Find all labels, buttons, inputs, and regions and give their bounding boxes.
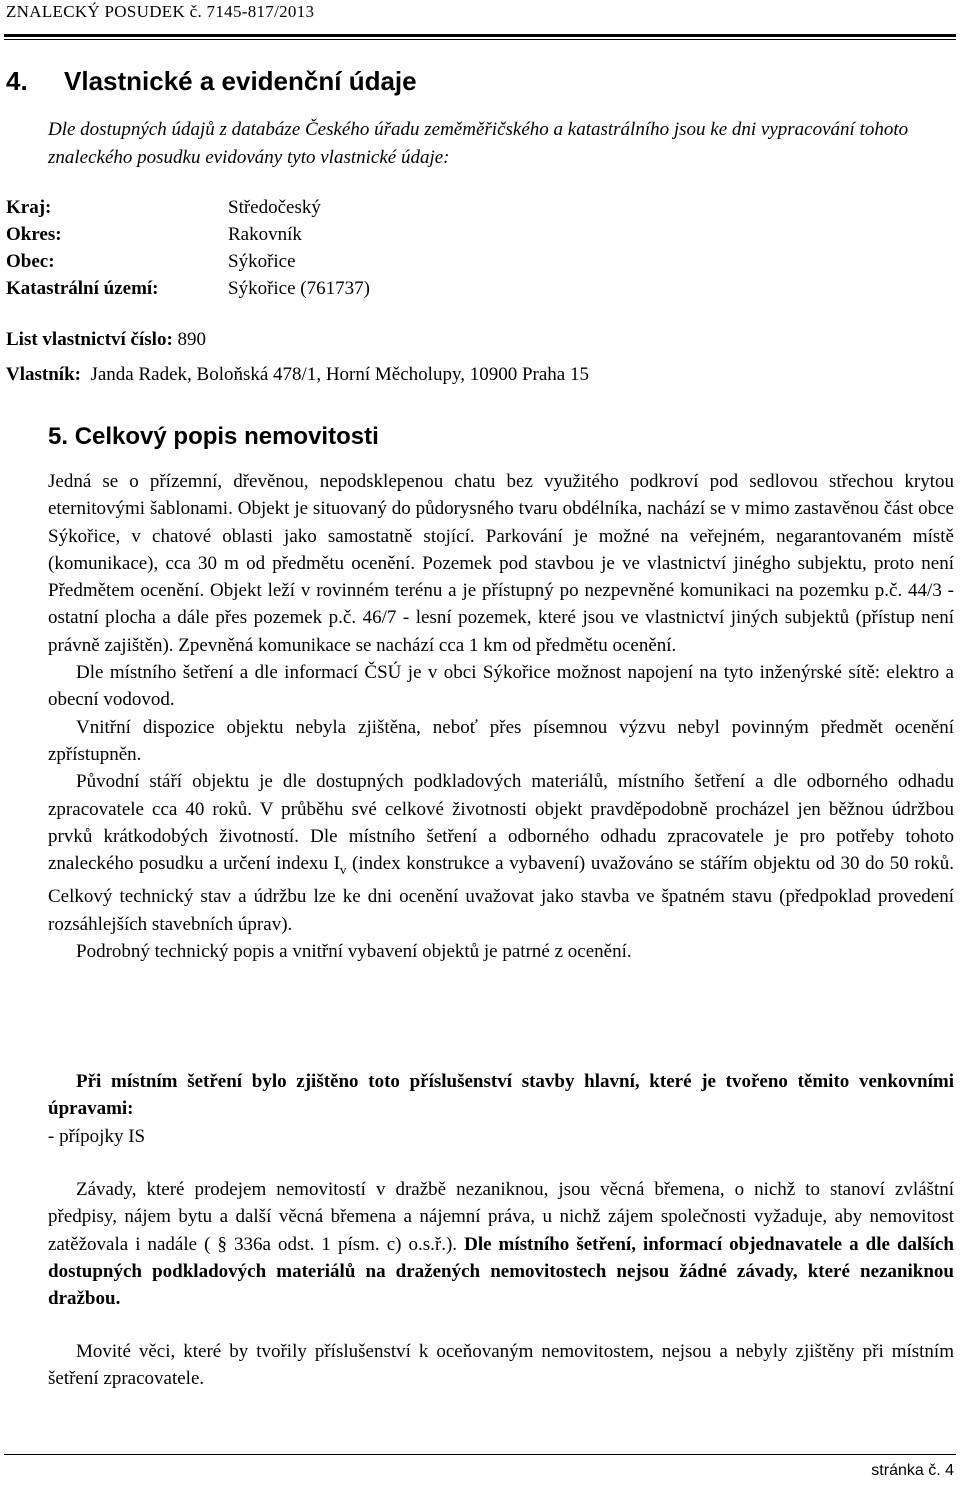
index-subscript: v <box>339 861 347 877</box>
page-number: stránka č. 4 <box>871 1462 954 1479</box>
document-header: ZNALECKÝ POSUDEK č. 7145-817/2013 <box>6 2 315 21</box>
section-4-number: 4. <box>6 66 28 96</box>
owner-label: Vlastník: <box>6 364 81 385</box>
paragraph: Movité věci, které by tvořily příslušenství k oceňovaným nemovitostem, nejsou a nebyly zjištěny při místním šetření zpracovatele. <box>48 1341 954 1390</box>
lv-label: List vlastnictví číslo: <box>6 329 173 350</box>
defects-block <box>48 1176 954 1312</box>
field-label: Okres: <box>6 224 62 245</box>
owner <box>6 364 589 386</box>
section-4-heading <box>6 66 417 97</box>
paragraph-text: Původní stáří objektu je dle dostupných podkladových materiálů, místního šetření a dle odborného odhadu zpracovatele cca 40 roků. V průběhu své celkové životnosti objekt pravděpodobně procházel jen běžnou údržbou prvků krátkodobých životností. Dle místního šetření a odborného odhadu zpracovatele je pro potřeby tohoto znaleckého posudku a určení indexu I <box>48 771 954 875</box>
owner-value: Janda Radek, Boloňská 478/1, Horní Měcholupy, 10900 Praha 15 <box>90 364 589 385</box>
field-value: Sýkořice (761737) <box>228 278 370 299</box>
paragraph-text: Závady, které prodejem nemovitostí v dražbě nezaniknou, jsou věcná břemena, o nichž to stanoví zvláštní předpisy, nájem bytu a další věcná břemena a nájemní práva, u nichž zájem společnosti vyžaduje, aby nemovitost zatěžovala i nadále ( § 336a odst. 1 písm. c) o.s.ř.). <box>48 1179 954 1255</box>
paragraph-text: (index konstrukce a vybavení) uvažováno se stářím objektu od 30 do 50 roků. Celkový technický stav a údržbu lze ke dni ocenění uvažovat jako stavba ve špatném stavu (předpoklad provedení rozsáhlejších stavebních úprav). <box>48 853 954 935</box>
footer-rule <box>4 1454 956 1455</box>
field-label: Katastrální území: <box>6 278 159 299</box>
field-value: Sýkořice <box>228 251 296 272</box>
section-5-heading <box>48 423 379 451</box>
field-label: Obec: <box>6 251 55 272</box>
paragraph: Jedná se o přízemní, dřevěnou, nepodsklepenou chatu bez využitého podkroví pod sedlovou střechou krytou eternitovými šablonami. Objekt je situovaný do půdorysného tvaru obdélníka, nachází se v mimo zastavěnou část obce Sýkořice, v chatové oblasti jako samostatně stojící. Parkování je možné na veřejném, negarantovaném místě (komunikace), cca 30 m od předmětu ocenění. Pozemek pod stavbou je ve vlastnictví jinégho subjektu, proto není Předmětem ocenění. Objekt leží v rovinném terénu a je přístupný po nezpevněné komunikaci na pozemku p.č. 44/3 - ostatní plocha a dále přes pozemek p.č. 46/7 - lesní pozemek, které jsou ve vlastnictví jiných subjektů (přístup není právně zajištěn). Zpevněná komunikace se nachází cca 1 km od předmětu ocenění. <box>48 471 954 656</box>
header-rule <box>4 34 956 40</box>
section-4-intro: Dle dostupných údajů z databáze Českého úřadu zeměměřičského a katastrálního jsou ke dni vypracování tohoto znaleckého posudku evidovány tyto vlastnické údaje: <box>48 119 909 168</box>
section-5-number: 5. <box>48 423 69 450</box>
movables-block <box>48 1338 954 1393</box>
field-value: Rakovník <box>228 224 302 245</box>
paragraph <box>48 1176 954 1312</box>
paragraph-bold-text: Dle místního šetření, informací objednavatele a dle dalších dostupných podkladových materiálů na dražených nemovitostech nejsou žádné závady, které nezaniknou dražbou. <box>48 1233 954 1310</box>
field-kraj <box>6 197 321 219</box>
paragraph <box>48 768 954 938</box>
field-value: Středočeský <box>228 197 321 218</box>
lv-value: 890 <box>177 329 207 350</box>
section-5-title: Celkový popis nemovitosti <box>74 423 379 450</box>
field-label: Kraj: <box>6 197 52 218</box>
field-obec <box>6 251 296 273</box>
section-4-title: Vlastnické a evidenční údaje <box>64 66 417 96</box>
paragraph: Dle místního šetření a dle informací ČSÚ je v obci Sýkořice možnost napojení na tyto inženýrské sítě: elektro a obecní vodovod. <box>48 662 954 711</box>
section-5-body <box>48 468 954 965</box>
paragraph: Při místním šetření bylo zjištěno toto příslušenství stavby hlavní, které je tvořeno těmito venkovními úpravami: <box>48 1071 954 1120</box>
paragraph: Podrobný technický popis a vnitřní vybavení objektů je patrné z ocenění. <box>76 940 632 962</box>
field-okres <box>6 224 302 246</box>
paragraph: Vnitřní dispozice objektu nebyla zjištěna, neboť přes písemnou výzvu nebyl povinným předmět ocenění zpřístupněn. <box>48 716 954 765</box>
list-vlastnictvi <box>6 329 206 351</box>
field-katastralni-uzemi <box>6 278 370 300</box>
accessories-block <box>48 1068 954 1150</box>
accessory-item: - přípojky IS <box>48 1125 146 1147</box>
